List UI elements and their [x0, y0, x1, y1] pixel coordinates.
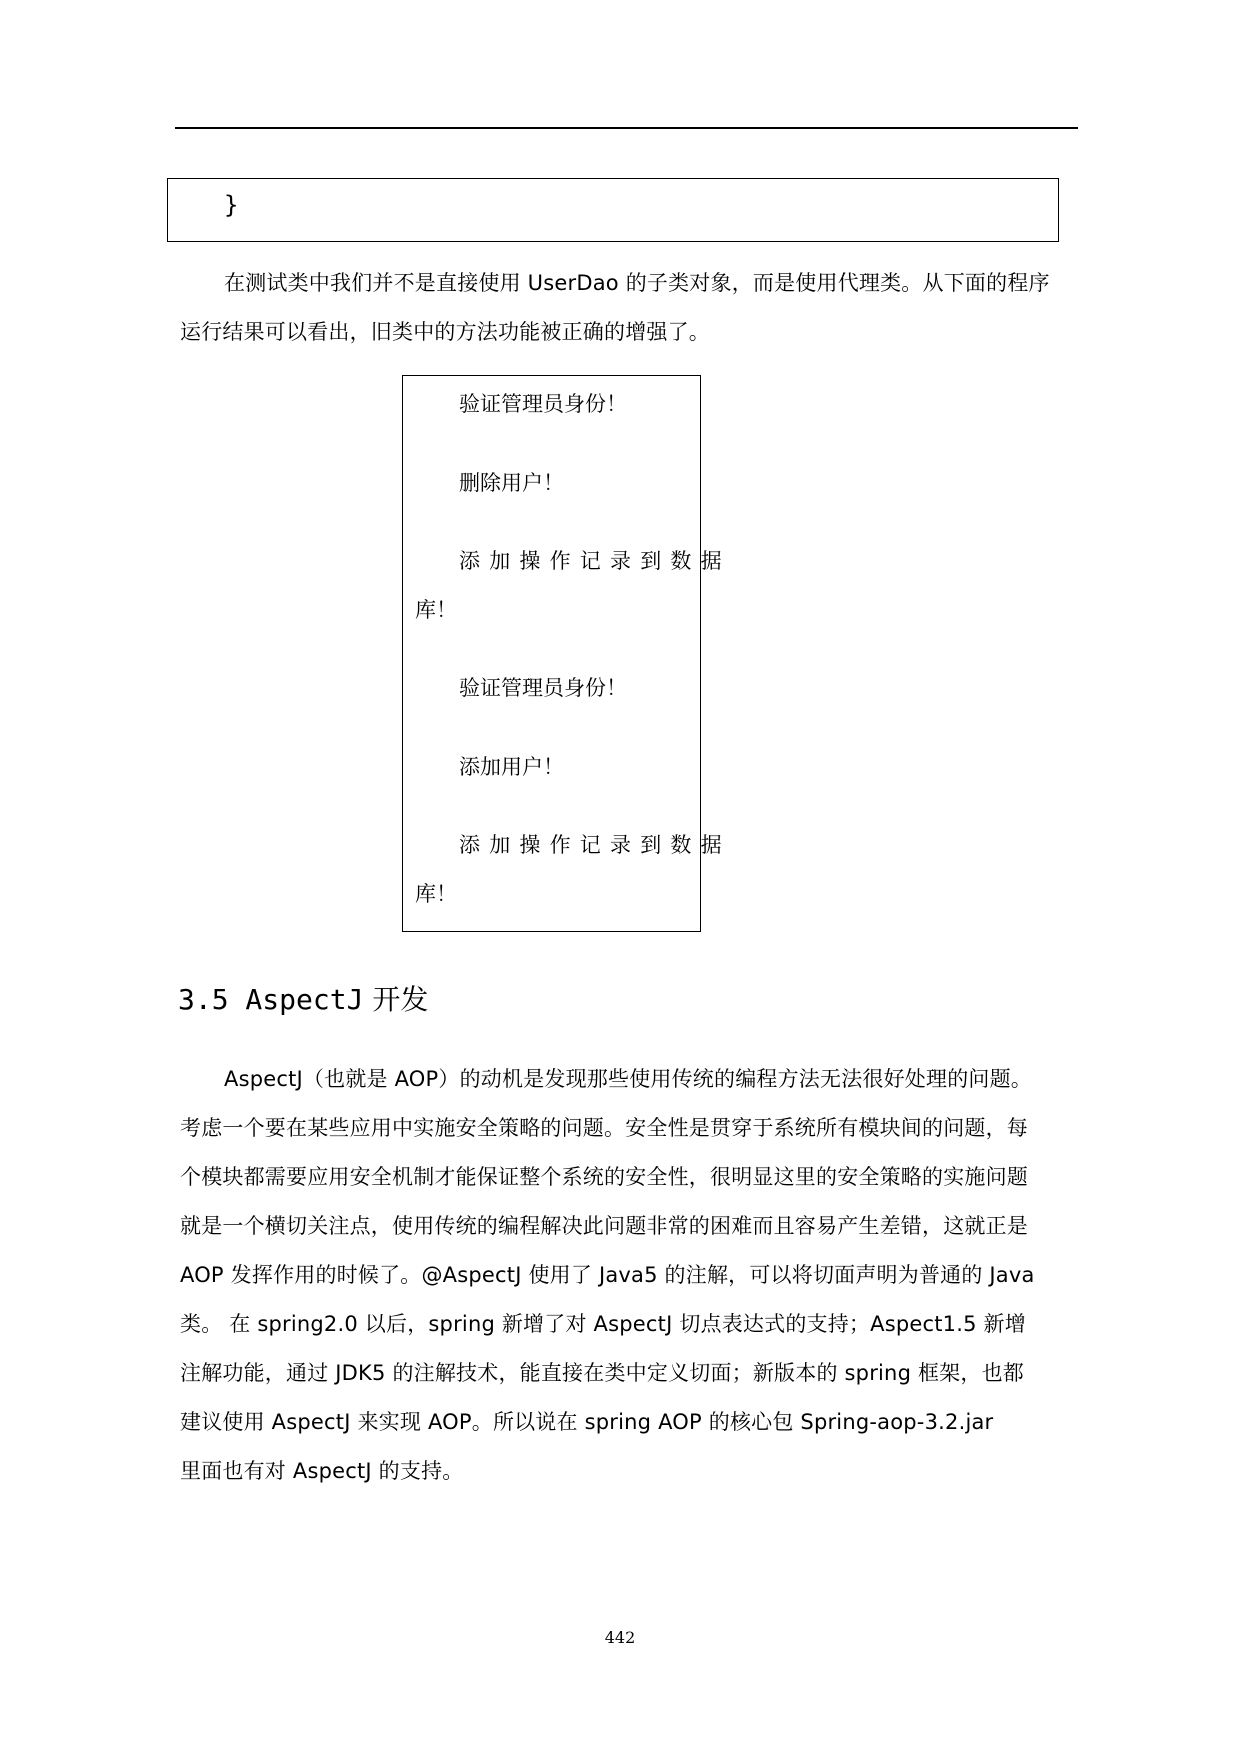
- section-heading: [178, 978, 428, 1018]
- output-line: 添加操作记录到数据: [459, 549, 731, 573]
- program-output-box: [402, 375, 731, 932]
- code-closing-brace: }: [224, 191, 239, 219]
- intro-line: 运行结果可以看出，旧类中的方法功能被正确的增强了。: [180, 320, 710, 344]
- page-number: 442: [604, 1628, 636, 1647]
- output-line: 删除用户！: [459, 471, 564, 495]
- body-line: 建议使用 AspectJ 来实现 AOP。所以说在 spring AOP 的核心包 Spring-aop-3.2.jar: [180, 1410, 994, 1434]
- body-line: 考虑一个要在某些应用中实施安全策略的问题。安全性是贯穿于系统所有模块间的问题，每: [180, 1116, 1028, 1140]
- body-line: 个模块都需要应用安全机制才能保证整个系统的安全性，很明显这里的安全策略的实施问题: [180, 1165, 1028, 1189]
- intro-line: 在测试类中我们并不是直接使用 UserDao 的子类对象，而是使用代理类。从下面的程序: [224, 271, 1050, 295]
- body-paragraph: [180, 1055, 1078, 1496]
- body-line: 就是一个横切关注点，使用传统的编程解决此问题非常的困难而且容易产生差错，这就正是: [180, 1214, 1028, 1238]
- output-line: 添加操作记录到数据: [459, 833, 731, 857]
- body-line: AOP 发挥作用的时候了。@AspectJ 使用了 Java5 的注解，可以将切面声明为普通的 Java: [180, 1263, 1035, 1287]
- body-line: AspectJ（也就是 AOP）的动机是发现那些使用传统的编程方法无法很好处理的问题。: [224, 1067, 1032, 1091]
- section-number: 3.5 AspectJ: [178, 983, 364, 1016]
- output-line: 库！: [415, 882, 457, 906]
- code-snippet-box: [167, 178, 1059, 242]
- body-line: 类。 在 spring2.0 以后，spring 新增了对 AspectJ 切点表达式的支持；Aspect1.5 新增: [180, 1312, 1026, 1336]
- body-line: 里面也有对 AspectJ 的支持。: [180, 1459, 464, 1483]
- output-line: 验证管理员身份！: [459, 676, 627, 700]
- header-rule: [175, 127, 1078, 129]
- output-line: 添加用户！: [459, 755, 564, 779]
- intro-paragraph: [180, 259, 1078, 357]
- output-line: 验证管理员身份！: [459, 392, 627, 416]
- body-line: 注解功能，通过 JDK5 的注解技术，能直接在类中定义切面；新版本的 spring 框架，也都: [180, 1361, 1024, 1385]
- section-title: 开发: [372, 983, 429, 1016]
- output-line: 库！: [415, 598, 457, 622]
